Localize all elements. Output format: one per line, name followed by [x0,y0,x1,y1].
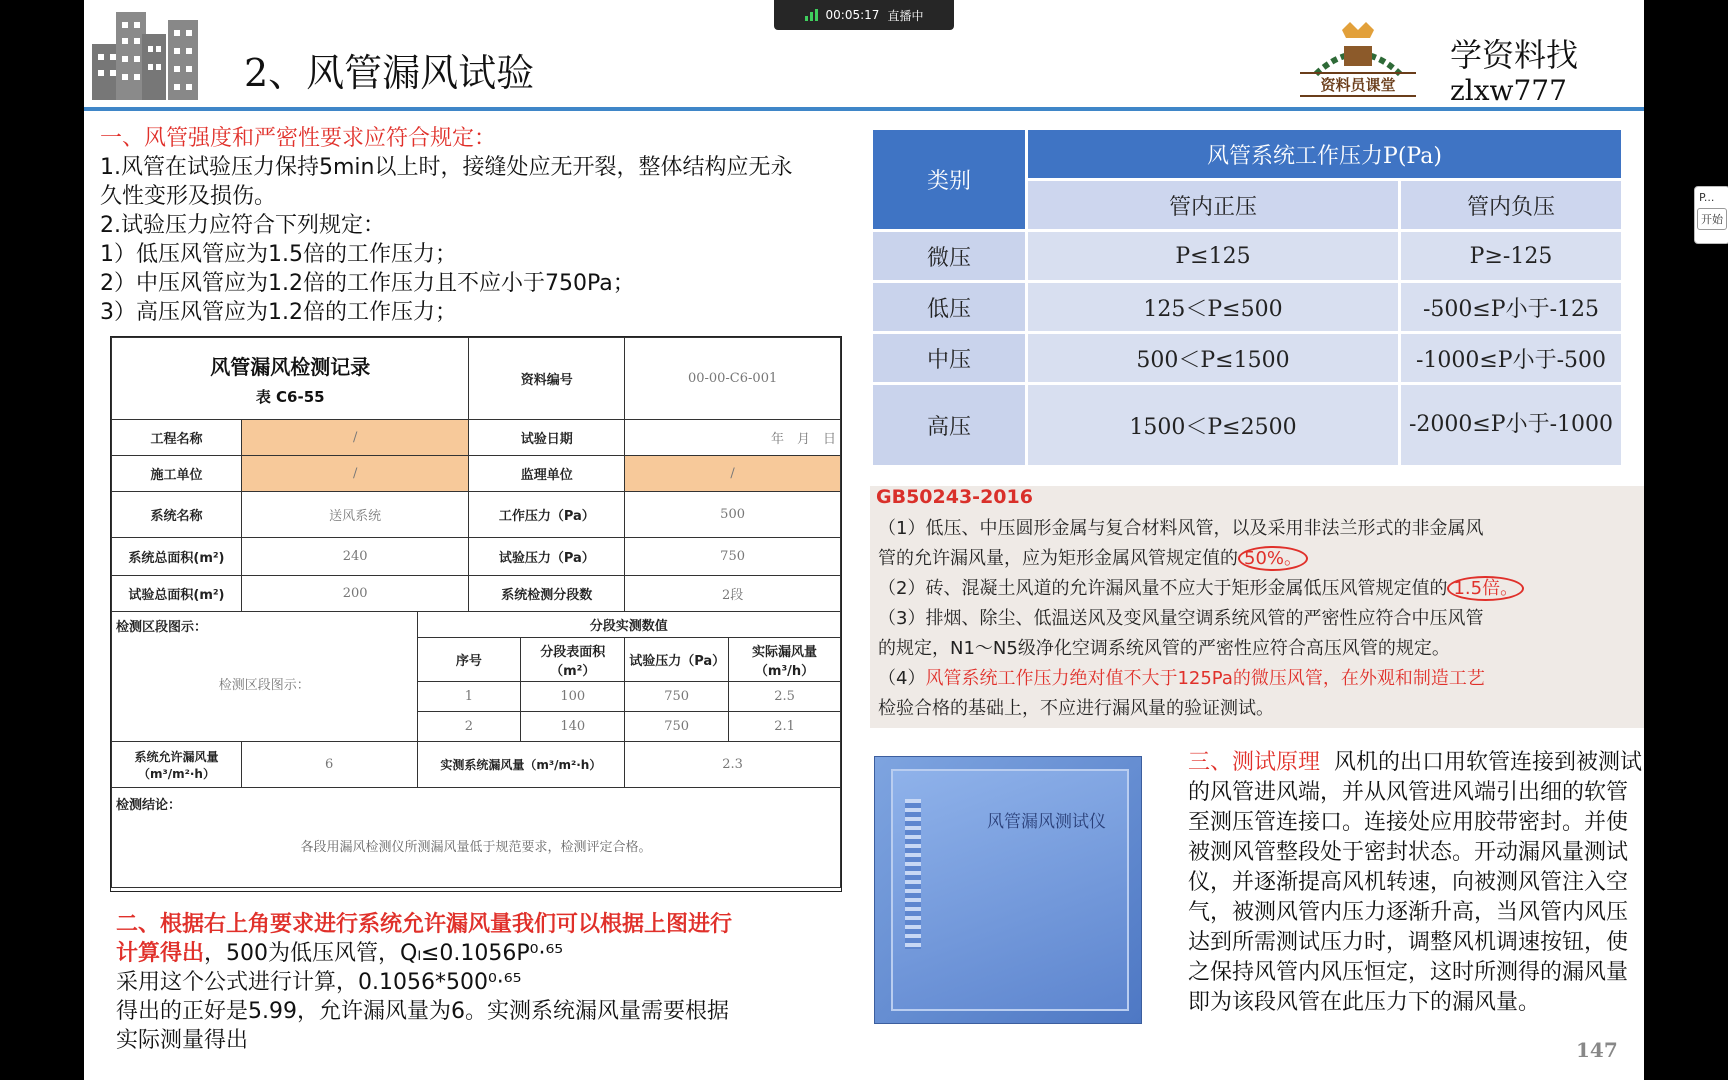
test-pressure-value: 750 [625,538,841,576]
category-header: 类别 [873,130,1025,229]
gb-line-red: 检验合格的基础上，不应进行漏风量的验证测试。 [878,698,1274,719]
building-icon [92,12,204,100]
class-name: 高压 [873,385,1025,465]
section1-line: 1.风管在试验压力保持5min以上时，接缝处应无开裂，整体结构应无永 [100,155,793,180]
date-value: 年 月 日 [625,420,841,456]
gb-line: （2）砖、混凝土风道的允许漏风量不应大于矩形金属低压风管规定值的 [878,578,1448,599]
section2-line3: 得出的正好是5.99，允许漏风量为6。实测系统漏风量需要根据 [116,999,729,1024]
section1 [100,124,840,327]
gb-line: 的规定，N1～N5级净化空调系统风管的严密性应符合高压风管的规定。 [878,638,1450,659]
logo-text: 资料员课堂 [1300,72,1416,97]
section1-heading: 一、风管强度和严密性要求应符合规定： [100,126,497,151]
project-label: 工程名称 [112,420,242,456]
section1-line: 3）高压风管应为1.2倍的工作压力； [100,300,457,325]
positive-range: 1500＜P≤2500 [1028,385,1398,465]
doc-no: 00-00-C6-001 [625,338,841,420]
allow-label: 系统允许漏风量（m³/m²·h） [112,742,242,788]
table-row [873,334,1621,382]
pressure-header: 风管系统工作压力P(Pa) [1028,130,1621,178]
record-table [111,337,841,888]
gb-standard-note [870,486,1644,728]
logo [1296,20,1420,106]
row-no: 2 [417,712,521,742]
row-area: 100 [521,682,625,712]
live-status-pill[interactable] [774,0,954,30]
supervisor-label: 监理单位 [469,456,625,492]
positive-range: P≤125 [1028,232,1398,280]
row-leak: 2.5 [729,682,841,712]
date-label: 试验日期 [469,420,625,456]
negative-header: 管内负压 [1401,181,1621,229]
section2-heading2: 计算得出 [116,941,205,966]
section1-line: 2）中压风管应为1.2倍的工作压力且不应小于750Pa； [100,271,635,296]
row-leak: 2.1 [729,712,841,742]
gb-text [878,514,1638,724]
presentation-slide [84,0,1644,1080]
row-pressure: 750 [625,712,729,742]
total-area-label: 系统总面积(m²) [112,538,242,576]
positive-range: 125＜P≤500 [1028,283,1398,331]
project-value: / [241,420,469,456]
page-title: 2、风管漏风试验 [244,51,535,95]
section1-line: 2.试验压力应符合下列规定： [100,213,385,238]
work-pressure-label: 工作压力（Pa） [469,492,625,538]
brand-id: zlxw777 [1450,74,1567,107]
gb-line: （4） [878,668,926,689]
system-label: 系统名称 [112,492,242,538]
test-area-value: 200 [241,576,469,612]
positive-range: 500＜P≤1500 [1028,334,1398,382]
work-pressure-value: 500 [625,492,841,538]
diagram-label: 检测区段图示： [116,620,208,635]
class-name: 微压 [873,232,1025,280]
row-area: 140 [521,712,625,742]
row-pressure: 750 [625,682,729,712]
section2-heading: 二、根据右上角要求进行系统允许漏风量我们可以根据上图进行 [116,912,733,937]
side-widget-line2: 开始 [1697,208,1727,230]
row-no: 1 [417,682,521,712]
pressure-class-table [870,127,1624,468]
leak-test-record-form [110,336,842,892]
section1-line: 久性变形及损伤。 [100,184,277,209]
gb-highlight-50: 50%。 [1238,546,1308,571]
measured-header: 分段实测数值 [417,612,841,638]
header-divider [84,107,1644,111]
live-status: 直播中 [887,8,924,23]
section1-line: 1）低压风管应为1.5倍的工作压力； [100,242,457,267]
segments-value: 2段 [625,576,841,612]
record-subtitle: 表 C6-55 [255,387,325,406]
conclusion-text: 各段用漏风检测仪所测漏风量低于规范要求，检测评定合格。 [300,840,652,855]
doc-no-label: 资料编号 [469,338,625,420]
table-row [873,283,1621,331]
segments-label: 系统检测分段数 [469,576,625,612]
negative-range: -2000≤P小于-1000 [1401,385,1621,465]
col-no: 序号 [417,638,521,682]
table-row [873,385,1621,465]
col-pressure: 试验压力（Pa） [625,638,729,682]
page-number: 147 [1576,1038,1618,1062]
side-widget-line1: P... [1699,191,1715,204]
diagram-placeholder: 检测区段图示： [218,678,310,693]
section2-line4: 实际测量得出 [116,1028,249,1053]
negative-range: -500≤P小于-125 [1401,283,1621,331]
side-widget[interactable] [1694,186,1728,244]
section2 [116,910,856,1055]
col-area: 分段表面积（m²） [521,638,625,682]
test-pressure-label: 试验压力（Pa） [469,538,625,576]
section2-line1: ，500为低压风管，Qₗ≤0.1056P⁰·⁶⁵ [204,941,564,966]
builder-label: 施工单位 [112,456,242,492]
actual-label: 实测系统漏风量（m³/m²·h） [417,742,625,788]
negative-range: P≥-125 [1401,232,1621,280]
section3 [1188,748,1644,1018]
class-name: 低压 [873,283,1025,331]
live-timer: 00:05:17 [825,8,880,22]
negative-range: -1000≤P小于-500 [1401,334,1621,382]
record-title: 风管漏风检测记录 [210,354,371,379]
gb-line: 管的允许漏风量，应为矩形金属风管规定值的 [878,548,1238,569]
leak-tester-image [874,756,1142,1024]
total-area-value: 240 [241,538,469,576]
test-area-label: 试验总面积(m²) [112,576,242,612]
system-value: 送风系统 [241,492,469,538]
section3-body: 风机的出口用软管连接到被测试的风管进风端，并从风管进风端引出细的软管至测压管连接口。连接处应用胶带密封。并使被测风管整段处于密封状态。开动漏风量测试仪，并逐渐提高风机转速，向被测风管注入空气，被测风管内压力逐渐升高，当风管内风压达到所需测试压力时，调整风机调速按钮，使之保持风管内风压恒定，这时所测得的漏风量即为该段风管在此压力下的漏风量。 [1188,750,1643,1015]
gb-line: （3）排烟、除尘、低温送风及变风量空调系统风管的严密性应符合中压风管 [878,608,1484,629]
section3-heading: 三、测试原理 [1188,750,1321,775]
vent-icon [905,799,921,949]
gb-line-red: 风管系统工作压力绝对值不大于125Pa的微压风管，在外观和制造工艺 [925,668,1485,689]
gb-highlight-15: 1.5倍。 [1447,576,1524,601]
col-leak: 实际漏风量（m³/h） [729,638,841,682]
builder-value: / [241,456,469,492]
actual-value: 2.3 [625,742,841,788]
gb-code: GB50243-2016 [876,486,1033,508]
section2-line2: 采用这个公式进行计算，0.1056*500⁰·⁶⁵ [116,970,522,995]
supervisor-value: / [625,456,841,492]
brand-name: 学资料找 [1450,36,1579,74]
table-row [873,232,1621,280]
allow-value: 6 [241,742,417,788]
class-name: 中压 [873,334,1025,382]
conclusion-label: 检测结论： [116,798,182,813]
positive-header: 管内正压 [1028,181,1398,229]
gb-line: （1）低压、中压圆形金属与复合材料风管，以及采用非法兰形式的非金属风 [878,518,1484,539]
signal-icon [805,9,818,21]
device-label: 风管漏风测试仪 [987,812,1106,832]
